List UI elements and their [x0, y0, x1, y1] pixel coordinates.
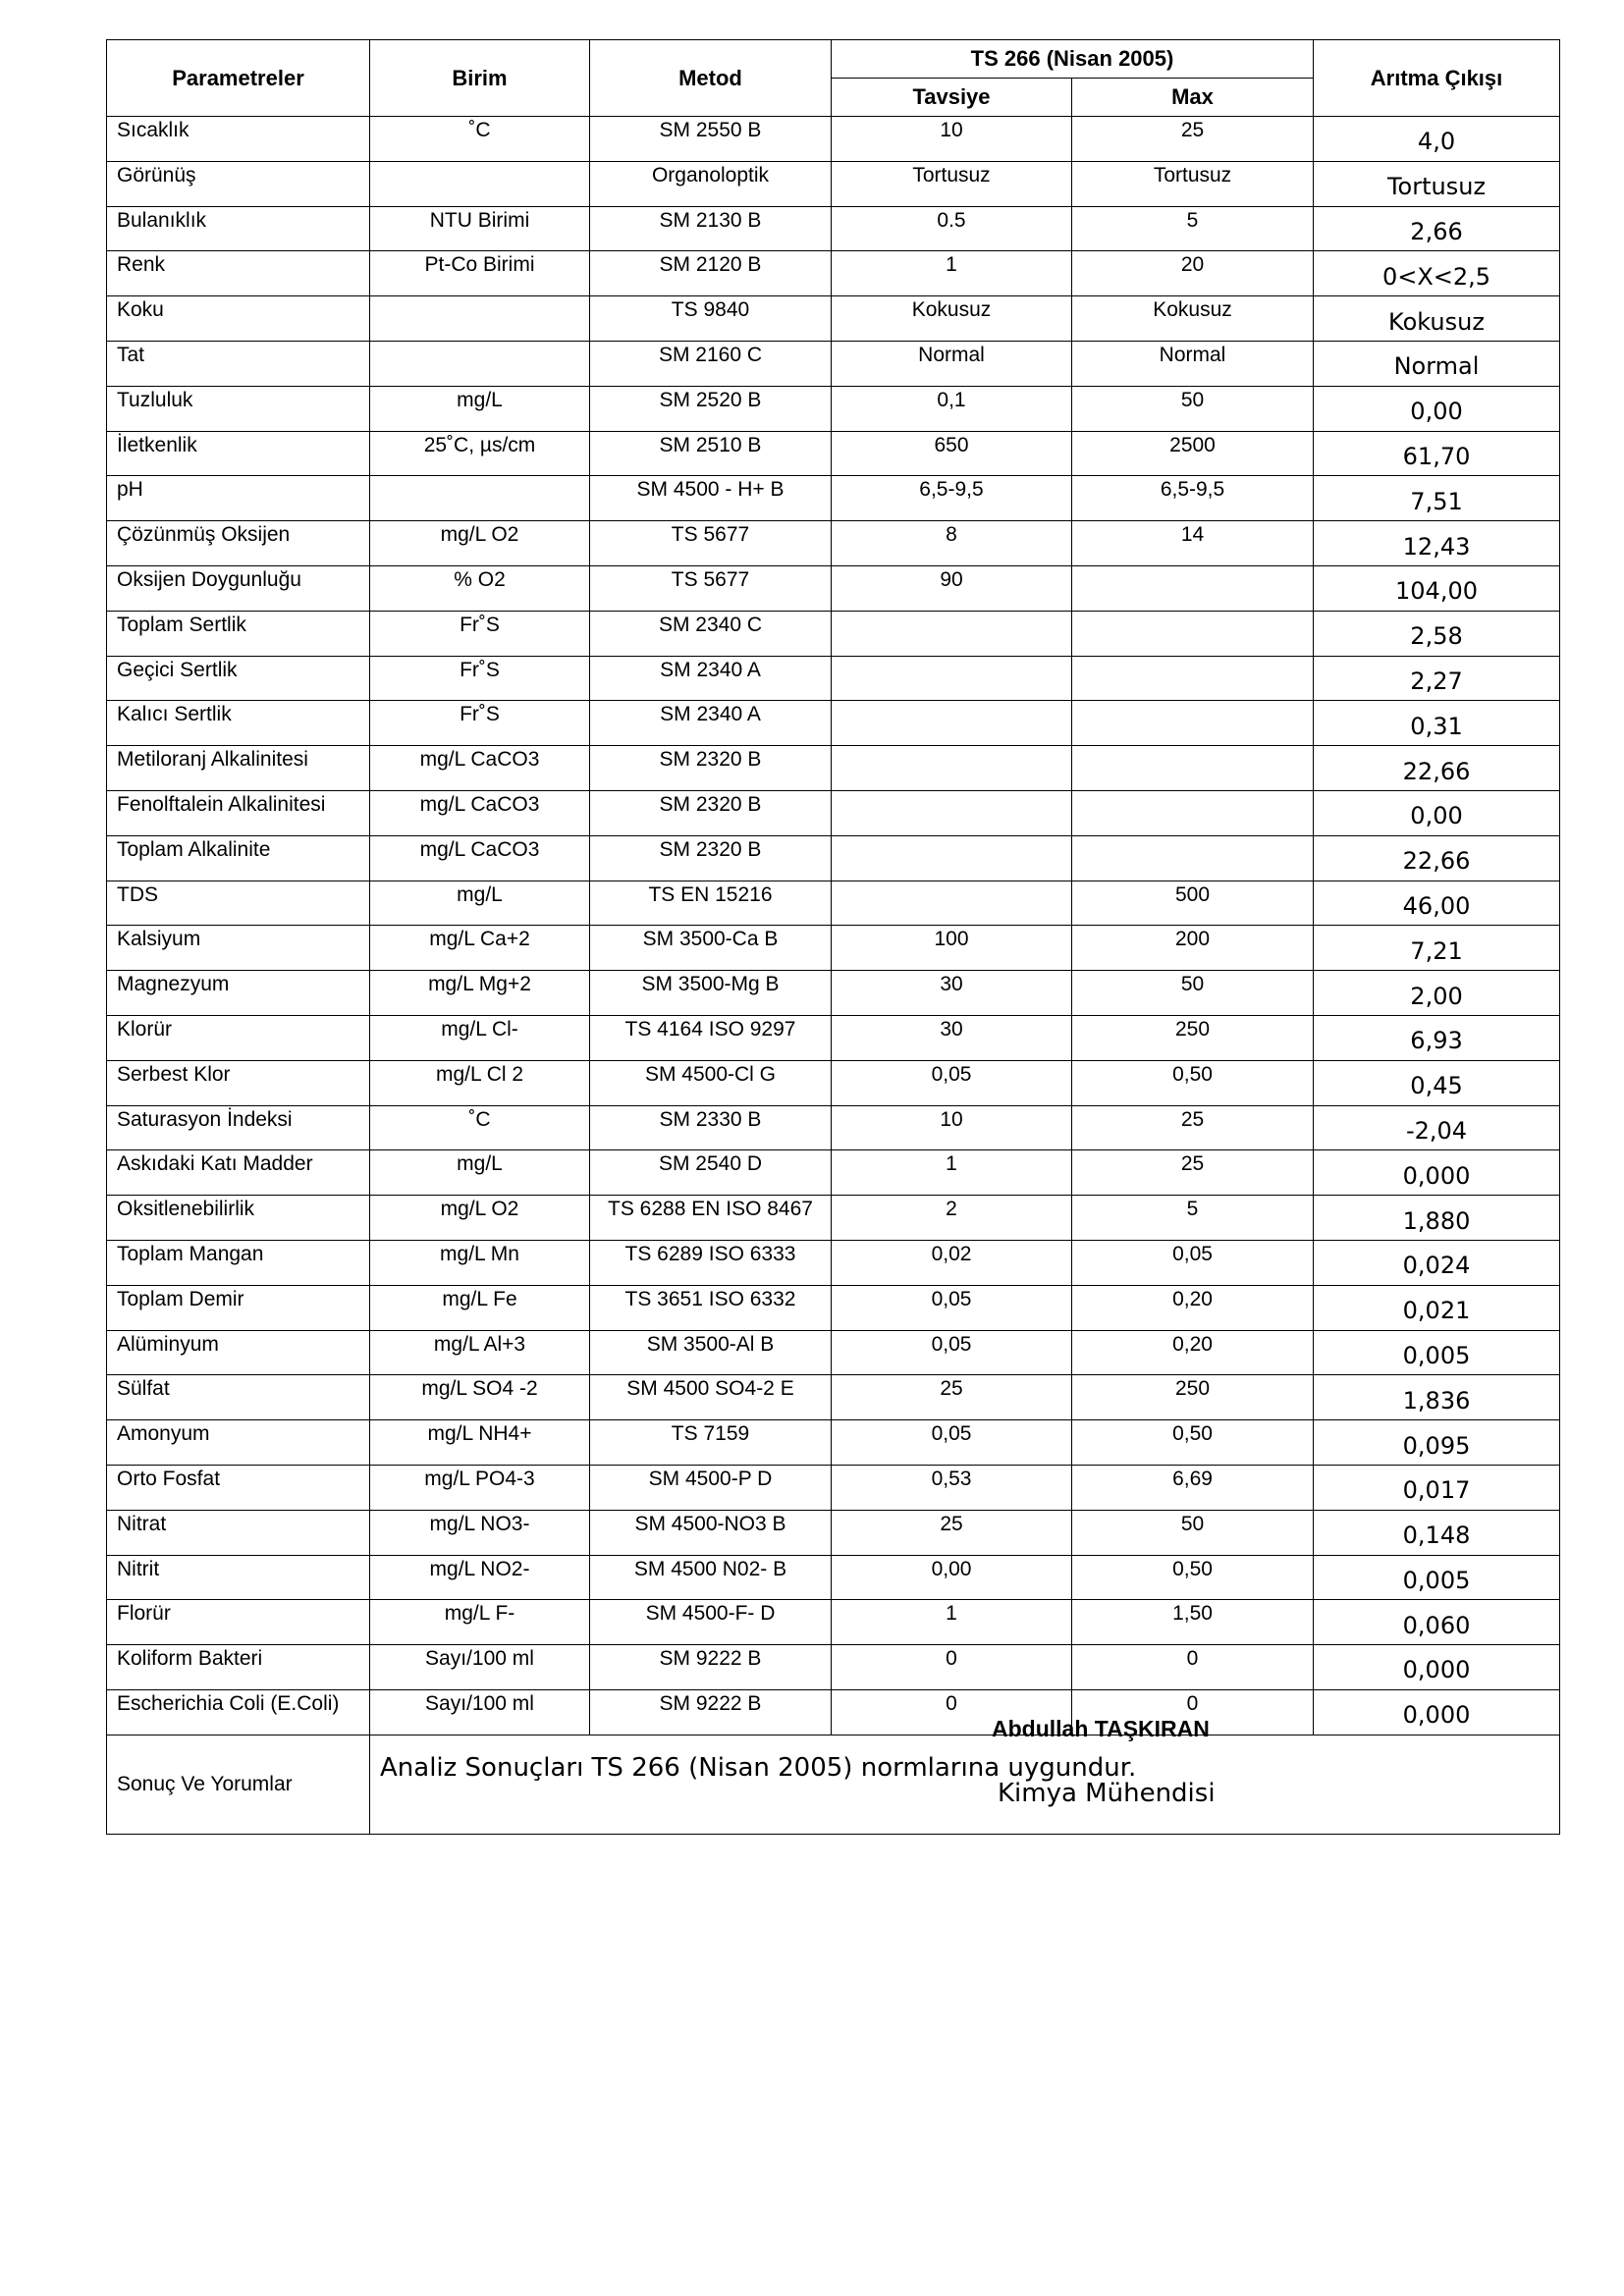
- cell-tavsiye: 0,05: [832, 1420, 1072, 1466]
- cell-unit: mg/L NO2-: [370, 1555, 590, 1600]
- cell-result: 2,58: [1314, 611, 1560, 656]
- cell-max: 5: [1072, 206, 1314, 251]
- cell-method: SM 4500-F- D: [590, 1600, 832, 1645]
- cell-max: 25: [1072, 117, 1314, 162]
- cell-max: 0,50: [1072, 1060, 1314, 1105]
- table-row: [107, 701, 1560, 746]
- cell-parameter: Metiloranj Alkalinitesi: [107, 746, 370, 791]
- signature-name: Abdullah TAŞKIRAN: [992, 1716, 1210, 1741]
- cell-tavsiye: [832, 701, 1072, 746]
- cell-result: 0,00: [1314, 386, 1560, 431]
- cell-tavsiye: [832, 881, 1072, 926]
- table-row: [107, 1150, 1560, 1196]
- cell-unit: mg/L Fe: [370, 1285, 590, 1330]
- cell-parameter: Tuzluluk: [107, 386, 370, 431]
- table-row: [107, 117, 1560, 162]
- cell-max: 50: [1072, 386, 1314, 431]
- cell-method: TS EN 15216: [590, 881, 832, 926]
- cell-result: 7,51: [1314, 476, 1560, 521]
- table-row: [107, 611, 1560, 656]
- cell-tavsiye: 2: [832, 1196, 1072, 1241]
- cell-parameter: Bulanıklık: [107, 206, 370, 251]
- table-row: [107, 161, 1560, 206]
- cell-unit: mg/L Mn: [370, 1240, 590, 1285]
- table-row: [107, 1600, 1560, 1645]
- table-row: [107, 790, 1560, 835]
- cell-tavsiye: 0,05: [832, 1060, 1072, 1105]
- cell-unit: mg/L CaCO3: [370, 746, 590, 791]
- cell-method: SM 2510 B: [590, 431, 832, 476]
- cell-unit: mg/L: [370, 386, 590, 431]
- header-aritma: Arıtma Çıkışı: [1314, 40, 1560, 117]
- cell-method: SM 4500 SO4-2 E: [590, 1375, 832, 1420]
- cell-unit: Pt-Co Birimi: [370, 251, 590, 296]
- cell-method: SM 2550 B: [590, 117, 832, 162]
- cell-result: 2,66: [1314, 206, 1560, 251]
- cell-parameter: Toplam Demir: [107, 1285, 370, 1330]
- table-row: [107, 835, 1560, 881]
- cell-method: SM 9222 B: [590, 1689, 832, 1735]
- cell-method: SM 2520 B: [590, 386, 832, 431]
- cell-method: Organoloptik: [590, 161, 832, 206]
- cell-unit: mg/L SO4 -2: [370, 1375, 590, 1420]
- cell-method: SM 9222 B: [590, 1645, 832, 1690]
- cell-unit: ˚C: [370, 117, 590, 162]
- cell-unit: Sayı/100 ml: [370, 1689, 590, 1735]
- cell-parameter: Alüminyum: [107, 1330, 370, 1375]
- cell-result: 22,66: [1314, 746, 1560, 791]
- cell-unit: [370, 341, 590, 386]
- cell-tavsiye: 0,02: [832, 1240, 1072, 1285]
- cell-method: SM 2320 B: [590, 790, 832, 835]
- cell-parameter: TDS: [107, 881, 370, 926]
- cell-tavsiye: 0,05: [832, 1285, 1072, 1330]
- cell-max: 20: [1072, 251, 1314, 296]
- cell-method: SM 4500-NO3 B: [590, 1510, 832, 1555]
- cell-result: 0,017: [1314, 1465, 1560, 1510]
- cell-tavsiye: 0,1: [832, 386, 1072, 431]
- cell-result: Kokusuz: [1314, 296, 1560, 342]
- cell-max: 25: [1072, 1150, 1314, 1196]
- cell-method: SM 3500-Ca B: [590, 926, 832, 971]
- cell-unit: mg/L: [370, 1150, 590, 1196]
- cell-parameter: Oksijen Doygunluğu: [107, 565, 370, 611]
- conclusion-row: [107, 1735, 1560, 1834]
- cell-result: 0,000: [1314, 1645, 1560, 1690]
- cell-method: SM 2340 C: [590, 611, 832, 656]
- cell-unit: mg/L CaCO3: [370, 835, 590, 881]
- signature-title: Kimya Mühendisi: [998, 1779, 1216, 1808]
- cell-result: 0,148: [1314, 1510, 1560, 1555]
- cell-result: Tortusuz: [1314, 161, 1560, 206]
- cell-unit: [370, 476, 590, 521]
- table-row: [107, 1105, 1560, 1150]
- cell-parameter: Escherichia Coli (E.Coli): [107, 1689, 370, 1735]
- table-row: [107, 206, 1560, 251]
- cell-tavsiye: 0,05: [832, 1330, 1072, 1375]
- analysis-table: [106, 39, 1560, 1835]
- cell-result: 0,005: [1314, 1555, 1560, 1600]
- cell-unit: mg/L F-: [370, 1600, 590, 1645]
- table-row: [107, 1645, 1560, 1690]
- cell-parameter: Kalıcı Sertlik: [107, 701, 370, 746]
- cell-max: [1072, 565, 1314, 611]
- cell-unit: [370, 296, 590, 342]
- cell-max: [1072, 746, 1314, 791]
- cell-tavsiye: [832, 656, 1072, 701]
- cell-parameter: Toplam Alkalinite: [107, 835, 370, 881]
- cell-method: TS 7159: [590, 1420, 832, 1466]
- cell-parameter: İletkenlik: [107, 431, 370, 476]
- cell-max: 0,50: [1072, 1555, 1314, 1600]
- cell-tavsiye: [832, 835, 1072, 881]
- cell-max: 50: [1072, 971, 1314, 1016]
- cell-max: 50: [1072, 1510, 1314, 1555]
- table-row: [107, 1060, 1560, 1105]
- cell-method: TS 3651 ISO 6332: [590, 1285, 832, 1330]
- cell-method: TS 6288 EN ISO 8467: [590, 1196, 832, 1241]
- cell-result: 0,060: [1314, 1600, 1560, 1645]
- table-row: [107, 565, 1560, 611]
- cell-result: 0,00: [1314, 790, 1560, 835]
- cell-unit: mg/L O2: [370, 521, 590, 566]
- cell-tavsiye: 100: [832, 926, 1072, 971]
- cell-tavsiye: 30: [832, 971, 1072, 1016]
- cell-max: 0: [1072, 1689, 1314, 1735]
- table-row: [107, 1015, 1560, 1060]
- cell-parameter: Kalsiyum: [107, 926, 370, 971]
- cell-result: 4,0: [1314, 117, 1560, 162]
- cell-result: 46,00: [1314, 881, 1560, 926]
- cell-method: TS 9840: [590, 296, 832, 342]
- cell-parameter: Koliform Bakteri: [107, 1645, 370, 1690]
- cell-result: 1,836: [1314, 1375, 1560, 1420]
- cell-parameter: Florür: [107, 1600, 370, 1645]
- cell-unit: 25˚C, µs/cm: [370, 431, 590, 476]
- cell-result: -2,04: [1314, 1105, 1560, 1150]
- table-row: [107, 1196, 1560, 1241]
- cell-result: 0,024: [1314, 1240, 1560, 1285]
- cell-tavsiye: 8: [832, 521, 1072, 566]
- cell-max: 0,50: [1072, 1420, 1314, 1466]
- cell-tavsiye: 0,00: [832, 1555, 1072, 1600]
- table-row: [107, 251, 1560, 296]
- cell-max: [1072, 835, 1314, 881]
- cell-parameter: Koku: [107, 296, 370, 342]
- table-row: [107, 881, 1560, 926]
- cell-max: [1072, 611, 1314, 656]
- cell-unit: mg/L Al+3: [370, 1330, 590, 1375]
- table-row: [107, 1555, 1560, 1600]
- cell-result: 61,70: [1314, 431, 1560, 476]
- cell-tavsiye: 0: [832, 1645, 1072, 1690]
- table-row: [107, 1510, 1560, 1555]
- cell-result: 0,000: [1314, 1689, 1560, 1735]
- cell-max: 250: [1072, 1015, 1314, 1060]
- table-row: [107, 656, 1560, 701]
- cell-result: 22,66: [1314, 835, 1560, 881]
- cell-max: 6,69: [1072, 1465, 1314, 1510]
- cell-method: SM 4500-P D: [590, 1465, 832, 1510]
- cell-max: 0,20: [1072, 1330, 1314, 1375]
- cell-result: 1,880: [1314, 1196, 1560, 1241]
- cell-max: 0: [1072, 1645, 1314, 1690]
- cell-method: SM 2340 A: [590, 656, 832, 701]
- cell-parameter: Sıcaklık: [107, 117, 370, 162]
- table-row: [107, 341, 1560, 386]
- cell-result: 0,095: [1314, 1420, 1560, 1466]
- cell-result: 104,00: [1314, 565, 1560, 611]
- cell-max: 0,20: [1072, 1285, 1314, 1330]
- cell-unit: mg/L CaCO3: [370, 790, 590, 835]
- cell-parameter: Oksitlenebilirlik: [107, 1196, 370, 1241]
- cell-result: 0<X<2,5: [1314, 251, 1560, 296]
- cell-tavsiye: [832, 746, 1072, 791]
- cell-tavsiye: Normal: [832, 341, 1072, 386]
- cell-parameter: Amonyum: [107, 1420, 370, 1466]
- cell-unit: mg/L: [370, 881, 590, 926]
- cell-result: Normal: [1314, 341, 1560, 386]
- cell-parameter: Görünüş: [107, 161, 370, 206]
- cell-parameter: Toplam Mangan: [107, 1240, 370, 1285]
- table-row: [107, 971, 1560, 1016]
- cell-method: SM 3500-Mg B: [590, 971, 832, 1016]
- cell-unit: Fr˚S: [370, 611, 590, 656]
- table-row: [107, 521, 1560, 566]
- cell-tavsiye: 0: [832, 1689, 1072, 1735]
- conclusion-text: Analiz Sonuçları TS 266 (Nisan 2005) normlarına uygundur.: [370, 1735, 1560, 1834]
- table-row: [107, 1240, 1560, 1285]
- cell-max: [1072, 790, 1314, 835]
- cell-parameter: Toplam Sertlik: [107, 611, 370, 656]
- cell-result: 0,021: [1314, 1285, 1560, 1330]
- cell-parameter: Renk: [107, 251, 370, 296]
- cell-tavsiye: [832, 611, 1072, 656]
- cell-unit: [370, 161, 590, 206]
- cell-method: SM 2540 D: [590, 1150, 832, 1196]
- table-row: [107, 431, 1560, 476]
- cell-method: TS 4164 ISO 9297: [590, 1015, 832, 1060]
- cell-parameter: Klorür: [107, 1015, 370, 1060]
- header-tavsiye: Tavsiye: [832, 79, 1072, 117]
- cell-max: Kokusuz: [1072, 296, 1314, 342]
- cell-method: SM 2320 B: [590, 835, 832, 881]
- cell-tavsiye: Kokusuz: [832, 296, 1072, 342]
- cell-method: SM 4500 - H+ B: [590, 476, 832, 521]
- cell-parameter: Nitrat: [107, 1510, 370, 1555]
- cell-max: Tortusuz: [1072, 161, 1314, 206]
- cell-method: TS 6289 ISO 6333: [590, 1240, 832, 1285]
- table-row: [107, 1330, 1560, 1375]
- cell-max: 5: [1072, 1196, 1314, 1241]
- cell-result: 2,00: [1314, 971, 1560, 1016]
- cell-max: 25: [1072, 1105, 1314, 1150]
- cell-unit: mg/L Ca+2: [370, 926, 590, 971]
- cell-tavsiye: 650: [832, 431, 1072, 476]
- cell-unit: mg/L Mg+2: [370, 971, 590, 1016]
- table-row: [107, 386, 1560, 431]
- cell-method: TS 5677: [590, 521, 832, 566]
- cell-result: 0,000: [1314, 1150, 1560, 1196]
- cell-tavsiye: 90: [832, 565, 1072, 611]
- cell-unit: Fr˚S: [370, 656, 590, 701]
- header-max: Max: [1072, 79, 1314, 117]
- cell-tavsiye: 1: [832, 1600, 1072, 1645]
- cell-result: 7,21: [1314, 926, 1560, 971]
- cell-parameter: Askıdaki Katı Madder: [107, 1150, 370, 1196]
- cell-parameter: Tat: [107, 341, 370, 386]
- cell-method: SM 2340 A: [590, 701, 832, 746]
- cell-parameter: Orto Fosfat: [107, 1465, 370, 1510]
- cell-max: 14: [1072, 521, 1314, 566]
- cell-parameter: Serbest Klor: [107, 1060, 370, 1105]
- table-row: [107, 1375, 1560, 1420]
- table-row: [107, 926, 1560, 971]
- cell-tavsiye: 1: [832, 251, 1072, 296]
- cell-max: 1,50: [1072, 1600, 1314, 1645]
- cell-unit: mg/L PO4-3: [370, 1465, 590, 1510]
- cell-unit: NTU Birimi: [370, 206, 590, 251]
- table-row: [107, 746, 1560, 791]
- cell-method: SM 4500-Cl G: [590, 1060, 832, 1105]
- cell-max: 200: [1072, 926, 1314, 971]
- table-row: [107, 296, 1560, 342]
- cell-tavsiye: 1: [832, 1150, 1072, 1196]
- conclusion-label: Sonuç Ve Yorumlar: [107, 1735, 370, 1834]
- cell-method: SM 2160 C: [590, 341, 832, 386]
- cell-parameter: Saturasyon İndeksi: [107, 1105, 370, 1150]
- cell-result: 0,45: [1314, 1060, 1560, 1105]
- cell-tavsiye: 0.5: [832, 206, 1072, 251]
- header-standard: TS 266 (Nisan 2005): [832, 40, 1314, 79]
- cell-max: 0,05: [1072, 1240, 1314, 1285]
- cell-unit: ˚C: [370, 1105, 590, 1150]
- cell-unit: Fr˚S: [370, 701, 590, 746]
- cell-unit: % O2: [370, 565, 590, 611]
- cell-tavsiye: 10: [832, 117, 1072, 162]
- cell-unit: mg/L NH4+: [370, 1420, 590, 1466]
- cell-parameter: Fenolftalein Alkalinitesi: [107, 790, 370, 835]
- cell-parameter: Çözünmüş Oksijen: [107, 521, 370, 566]
- table-body: [107, 117, 1560, 1735]
- cell-unit: Sayı/100 ml: [370, 1645, 590, 1690]
- cell-result: 0,31: [1314, 701, 1560, 746]
- cell-method: SM 2120 B: [590, 251, 832, 296]
- cell-result: 12,43: [1314, 521, 1560, 566]
- cell-method: SM 3500-Al B: [590, 1330, 832, 1375]
- cell-result: 6,93: [1314, 1015, 1560, 1060]
- cell-method: SM 2320 B: [590, 746, 832, 791]
- cell-method: TS 5677: [590, 565, 832, 611]
- cell-max: [1072, 701, 1314, 746]
- cell-max: 6,5-9,5: [1072, 476, 1314, 521]
- cell-unit: mg/L Cl-: [370, 1015, 590, 1060]
- table-row: [107, 1285, 1560, 1330]
- header-parametreler: Parametreler: [107, 40, 370, 117]
- table-row: [107, 1420, 1560, 1466]
- cell-unit: mg/L Cl 2: [370, 1060, 590, 1105]
- table-row: [107, 1689, 1560, 1735]
- cell-tavsiye: 25: [832, 1510, 1072, 1555]
- cell-method: SM 2330 B: [590, 1105, 832, 1150]
- cell-max: Normal: [1072, 341, 1314, 386]
- cell-max: 500: [1072, 881, 1314, 926]
- cell-tavsiye: [832, 790, 1072, 835]
- cell-max: 2500: [1072, 431, 1314, 476]
- cell-result: 0,005: [1314, 1330, 1560, 1375]
- table-row: [107, 1465, 1560, 1510]
- table-row: [107, 476, 1560, 521]
- cell-parameter: Nitrit: [107, 1555, 370, 1600]
- cell-method: SM 2130 B: [590, 206, 832, 251]
- cell-unit: mg/L NO3-: [370, 1510, 590, 1555]
- cell-tavsiye: 10: [832, 1105, 1072, 1150]
- cell-max: 250: [1072, 1375, 1314, 1420]
- cell-unit: mg/L O2: [370, 1196, 590, 1241]
- cell-method: SM 4500 N02- B: [590, 1555, 832, 1600]
- cell-tavsiye: 25: [832, 1375, 1072, 1420]
- cell-tavsiye: Tortusuz: [832, 161, 1072, 206]
- cell-result: 2,27: [1314, 656, 1560, 701]
- cell-tavsiye: 0,53: [832, 1465, 1072, 1510]
- cell-parameter: Magnezyum: [107, 971, 370, 1016]
- cell-tavsiye: 30: [832, 1015, 1072, 1060]
- cell-tavsiye: 6,5-9,5: [832, 476, 1072, 521]
- cell-max: [1072, 656, 1314, 701]
- cell-parameter: pH: [107, 476, 370, 521]
- header-birim: Birim: [370, 40, 590, 117]
- cell-parameter: Geçici Sertlik: [107, 656, 370, 701]
- cell-parameter: Sülfat: [107, 1375, 370, 1420]
- header-metod: Metod: [590, 40, 832, 117]
